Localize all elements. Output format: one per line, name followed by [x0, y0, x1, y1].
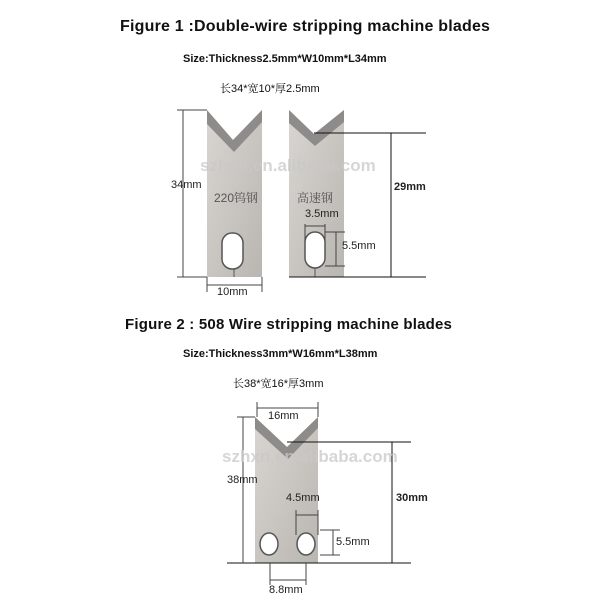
watermark-2: szhxn.en.alibaba.com: [222, 447, 398, 466]
fig1-slot-height-label: 5.5mm: [342, 240, 376, 252]
figure2-title: Figure 2 : 508 Wire stripping machine blades: [125, 316, 453, 333]
watermark: szhxn.en.alibaba.com: [200, 156, 376, 175]
fig2-hole-width-label: 4.5mm: [286, 492, 320, 504]
fig1-depth-label: 29mm: [394, 181, 426, 193]
fig1-slot-width-label: 3.5mm: [305, 208, 339, 220]
figure2-size-cn: 长38*宽16*厚3mm: [233, 378, 324, 390]
fig2-length-label: 38mm: [227, 474, 258, 486]
figure1-size: Size:Thickness2.5mm*W10mm*L34mm: [183, 53, 387, 65]
figure2-size: Size:Thickness3mm*W16mm*L38mm: [183, 348, 378, 360]
blade-508: [255, 417, 318, 563]
blade-right-label: 高速钢: [297, 191, 334, 205]
blade-left-label: 220钨钢: [214, 191, 259, 205]
fig2-width-label: 16mm: [268, 410, 299, 422]
fig1-length-label: 34mm: [171, 179, 202, 191]
figure1-title: Figure 1 :Double-wire stripping machine blades: [120, 18, 491, 35]
fig2-depth-label: 30mm: [396, 492, 428, 504]
fig2-hole-height-label: 5.5mm: [336, 536, 370, 548]
fig2-hole-spacing-label: 8.8mm: [269, 584, 303, 596]
figure1-size-cn: 长34*宽10*厚2.5mm: [220, 83, 320, 95]
fig1-width-label: 10mm: [217, 286, 248, 298]
